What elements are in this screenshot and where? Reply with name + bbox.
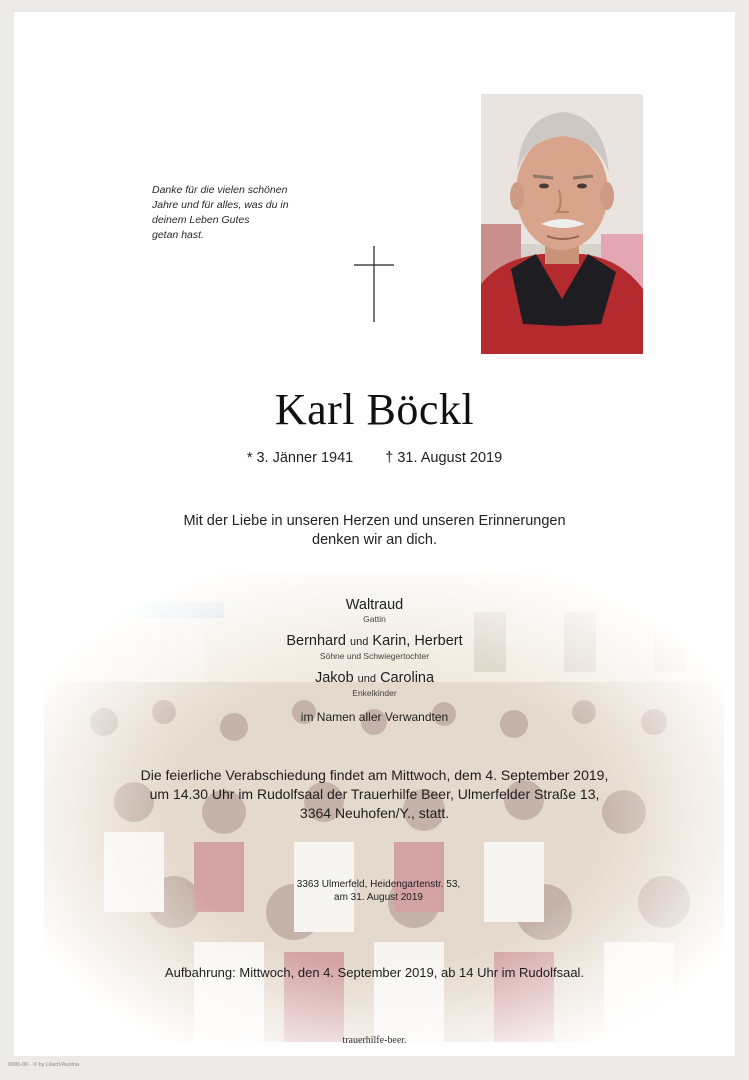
birth-date: * 3. Jänner 1941	[246, 450, 354, 466]
mourner-role: Söhne und Schwiegertochter	[319, 651, 430, 661]
mourner-name	[14, 596, 735, 614]
death-date: † 31. August 2019	[385, 450, 503, 466]
quote-line: Jahre und für alles, was du in	[152, 199, 289, 211]
connector-word: und	[357, 673, 377, 685]
relatives-note: im Namen aller Verwandten	[300, 710, 449, 724]
memorial-motto	[14, 512, 735, 550]
mourner-second: Carolina	[380, 670, 435, 686]
mourner-role: Enkelkinder	[352, 688, 397, 698]
quote-line: Danke für die vielen schönen	[152, 184, 288, 196]
ceremony-line: um 14.30 Uhr im Rudolfsaal der Trauerhilfe Beer, Ulmerfelder Straße 13,	[149, 786, 600, 802]
cross-icon	[354, 246, 394, 322]
parte-sheet	[14, 12, 735, 1056]
deceased-name: Karl Böckl	[274, 385, 475, 434]
quote-line: getan hast.	[152, 229, 204, 241]
ceremony-line: Die feierliche Verabschiedung findet am Mittwoch, dem 4. September 2019,	[140, 767, 609, 783]
ceremony-line: 3364 Neuhofen/Y., statt.	[299, 805, 450, 821]
address-line: 3363 Ulmerfeld, Heidengartenstr. 53,	[296, 879, 461, 890]
family-address	[14, 878, 735, 904]
address-date: am 31. August 2019	[334, 892, 423, 903]
ceremony-announcement	[14, 766, 735, 823]
mourners-list	[14, 596, 735, 724]
mourner-first: Jakob	[314, 670, 354, 686]
viewing-notice: Aufbahrung: Mittwoch, den 4. September 2019, ab 14 Uhr im Rudolfsaal.	[164, 965, 585, 980]
life-dates	[14, 450, 735, 466]
connector-word: und	[350, 636, 369, 648]
funeral-home-footer: trauerhilfe-beer.	[342, 1035, 407, 1046]
mourner-name	[14, 632, 735, 651]
mourner-role: Gattin	[363, 614, 386, 624]
mourner-second: Karin, Herbert	[372, 633, 463, 649]
motto-line: denken wir an dich.	[312, 532, 437, 548]
portrait-photo	[481, 94, 643, 354]
mourner-first: Waltraud	[345, 597, 404, 613]
mourner-first: Bernhard	[286, 633, 346, 649]
motto-line: Mit der Liebe in unseren Herzen und unseren Erinnerungen	[183, 513, 566, 529]
print-imprint: 0000-00 · © by Lilach/Austria	[8, 1062, 80, 1068]
quote-line: deinem Leben Gutes	[152, 214, 250, 226]
mourner-name	[14, 669, 735, 688]
memorial-quote	[152, 183, 362, 243]
